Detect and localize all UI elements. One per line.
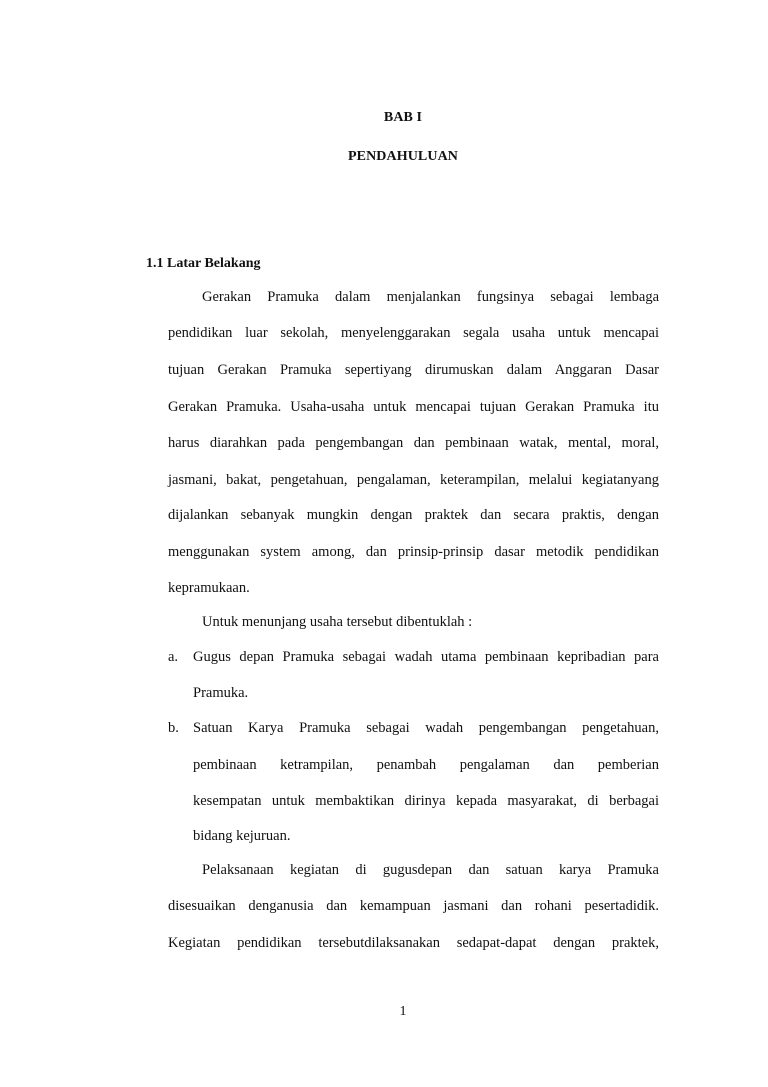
page-number: 1	[399, 1004, 407, 1019]
list-item-line: Gugus depan Pramuka sebagai wadah utama pembinaan kepribadian para	[193, 649, 659, 665]
list-marker: b.	[168, 720, 179, 736]
paragraph-line: Untuk menunjang usaha tersebut dibentuklah :	[202, 614, 473, 630]
paragraph-line: dijalankan sebanyak mungkin dengan praktek dan secara praktis, dengan	[168, 507, 659, 523]
list-item-line: Satuan Karya Pramuka sebagai wadah pengembangan pengetahuan,	[193, 720, 659, 736]
paragraph-line: Gerakan Pramuka dalam menjalankan fungsinya sebagai lembaga	[202, 289, 659, 305]
paragraph-line: Pelaksanaan kegiatan di gugusdepan dan satuan karya Pramuka	[202, 862, 659, 878]
chapter-label: BAB I	[383, 110, 423, 125]
paragraph-line: Gerakan Pramuka. Usaha-usaha untuk mencapai tujuan Gerakan Pramuka itu	[168, 399, 659, 415]
paragraph-line: jasmani, bakat, pengetahuan, pengalaman, keterampilan, melalui kegiatanyang	[168, 472, 659, 488]
paragraph-line: pendidikan luar sekolah, menyelenggarakan segala usaha untuk mencapai	[168, 325, 659, 341]
paragraph-line: menggunakan system among, dan prinsip-prinsip dasar metodik pendidikan	[168, 544, 659, 560]
list-marker: a.	[168, 649, 179, 665]
paragraph-line: Kegiatan pendidikan tersebutdilaksanakan sedapat-dapat dengan praktek,	[168, 935, 659, 951]
list-item-line: Pramuka.	[193, 685, 249, 701]
list-item-line: kesempatan untuk membaktikan dirinya kepada masyarakat, di berbagai	[193, 793, 659, 809]
chapter-title: PENDAHULUAN	[348, 149, 458, 164]
paragraph-line: tujuan Gerakan Pramuka sepertiyang dirumuskan dalam Anggaran Dasar	[168, 362, 659, 378]
paragraph-line: disesuaikan denganusia dan kemampuan jasmani dan rohani pesertadidik.	[168, 898, 659, 914]
list-item-line: bidang kejuruan.	[193, 828, 291, 844]
paragraph-line: kepramukaan.	[168, 580, 250, 596]
list-item-line: pembinaan ketrampilan, penambah pengalaman dan pemberian	[193, 757, 659, 773]
section-title: 1.1 Latar Belakang	[146, 256, 261, 271]
paragraph-line: harus diarahkan pada pengembangan dan pembinaan watak, mental, moral,	[168, 435, 659, 451]
